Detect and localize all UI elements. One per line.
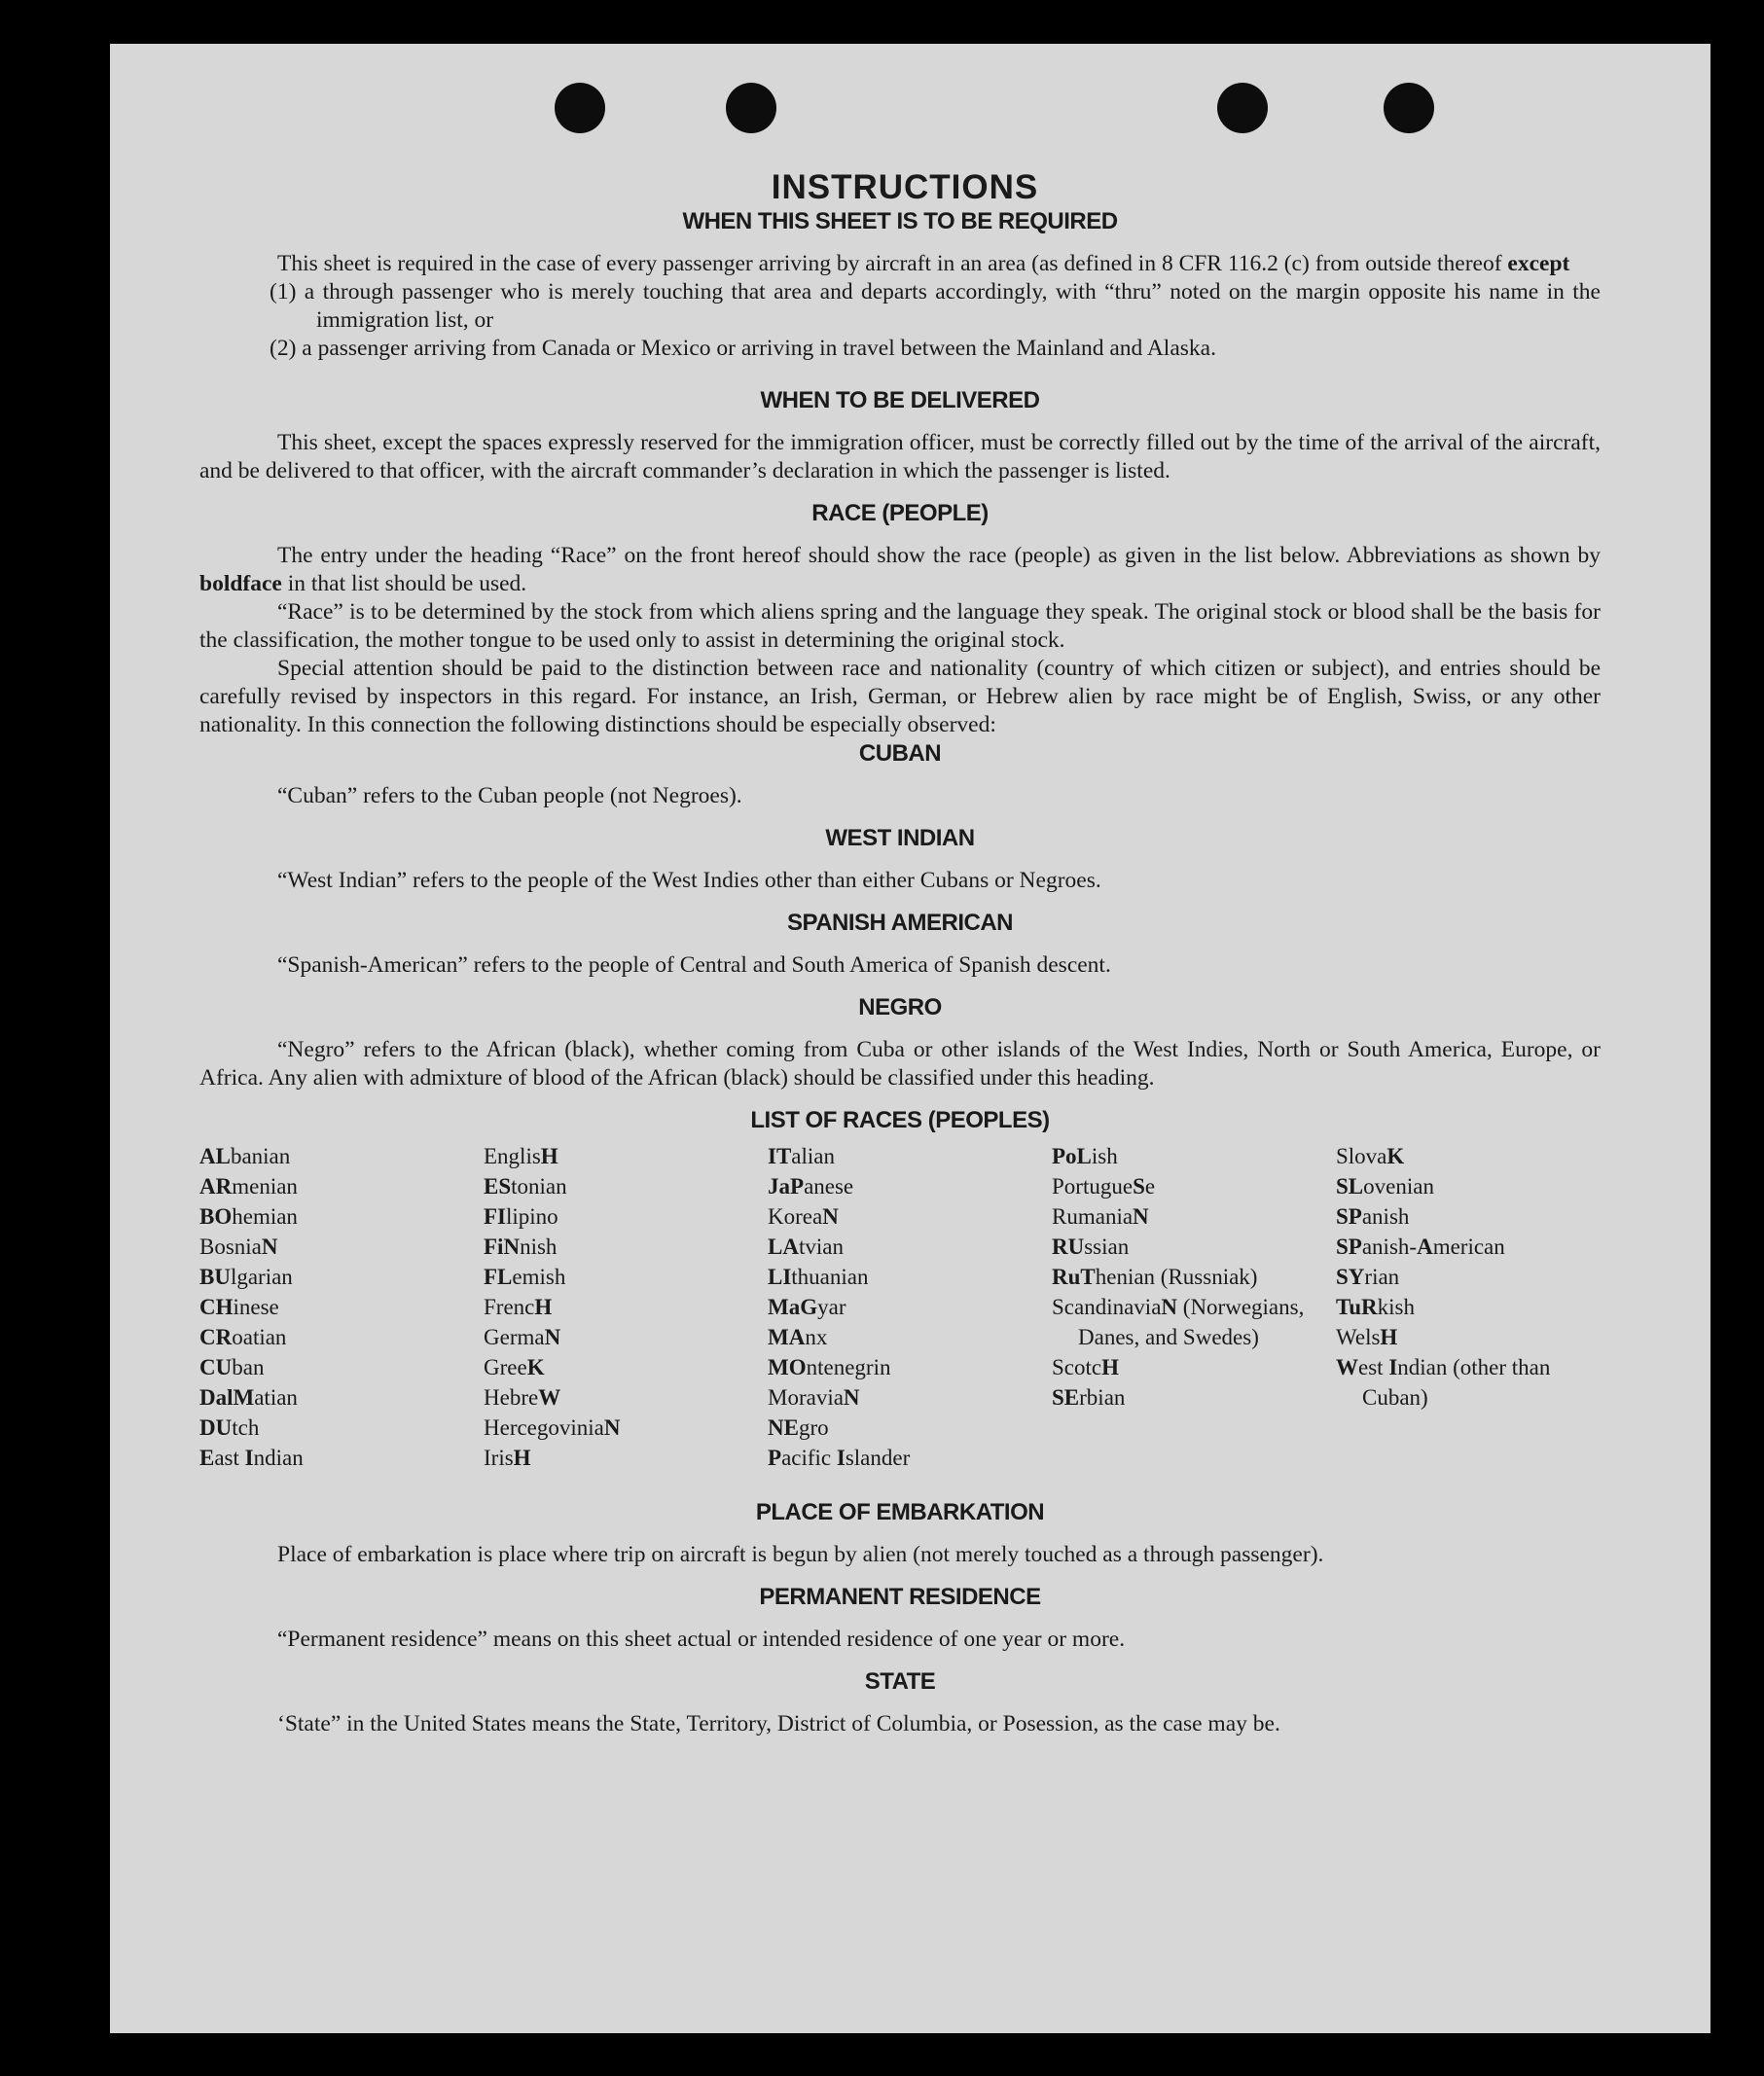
race-entry: WelsH	[1336, 1325, 1398, 1349]
race-entry: ALbanian	[199, 1144, 291, 1168]
heading-cuban: CUBAN	[858, 740, 942, 767]
race-entry: BosniaN	[199, 1235, 278, 1259]
race-entry: KoreaN	[768, 1204, 839, 1229]
race-entry: PortugueSe	[1052, 1174, 1156, 1199]
punch-hole-2	[726, 83, 776, 133]
race-entry: NEgro	[768, 1415, 829, 1440]
race-entry: BUlgarian	[199, 1265, 293, 1289]
race-column-2	[484, 1141, 768, 1473]
heading-when-delivered: WHEN TO BE DELIVERED	[760, 387, 1040, 413]
race-column-1	[199, 1141, 484, 1473]
race-paragraph-1: The entry under the heading “Race” on the front hereof should show the race (people) as given in the list below. Abbreviations as shown by boldface in that list should be used.	[199, 543, 1601, 596]
west-indian-text: “West Indian” refers to the people of the West Indies other than either Cubans or Negroes.	[277, 868, 1101, 893]
race-entry: GermaN	[484, 1325, 561, 1349]
race-entry: HebreW	[484, 1385, 561, 1410]
page-title: INSTRUCTIONS	[771, 168, 1039, 206]
race-entry: LIthuanian	[768, 1265, 869, 1289]
heading-state: STATE	[864, 1668, 936, 1695]
race-entry: FiNnish	[484, 1235, 558, 1259]
heading-race: RACE (PEOPLE)	[811, 500, 989, 526]
race-entry: RumaniaN	[1052, 1204, 1149, 1229]
race-entry: ScandinaviaN (Norwegians, Danes, and Swedes)	[1052, 1295, 1305, 1349]
race-entry: SYrian	[1336, 1265, 1400, 1289]
race-entry: DUtch	[199, 1415, 260, 1440]
delivered-text: This sheet, except the spaces expressly reserved for the immigration officer, must be correctly filled out by the time of the arrival of the aircraft, and be delivered to that officer, with the aircraft commander’s declaration in which the passenger is listed.	[199, 430, 1601, 483]
race-entry: Pacific Islander	[768, 1446, 911, 1470]
race-entry: SlovaK	[1336, 1144, 1405, 1168]
state-text: ‘State” in the United States means the State, Territory, District of Columbia, or Posession, as the case may be.	[277, 1711, 1280, 1736]
race-entry: SLovenian	[1336, 1174, 1434, 1199]
race-entry: SPanish	[1336, 1204, 1410, 1229]
heading-spanish-american: SPANISH AMERICAN	[786, 910, 1013, 936]
race-column-5	[1336, 1141, 1589, 1473]
race-entry: BOhemian	[199, 1204, 298, 1229]
race-paragraph-3: Special attention should be paid to the distinction between race and nationality (country of which citizen or subject), and entries should be carefully revised by inspectors in this regard. For instance, an Irish, German, or Hebrew alien by race might be of English, Swiss, or any other nationality. In this connection the following distinctions should be especially observed:	[199, 656, 1601, 737]
document-page	[110, 44, 1710, 2033]
cuban-text: “Cuban” refers to the Cuban people (not Negroes).	[277, 783, 742, 808]
heading-west-indian: WEST INDIAN	[825, 825, 975, 851]
race-column-3	[768, 1141, 1052, 1473]
race-entry: FLemish	[484, 1265, 566, 1289]
race-entry: RUssian	[1052, 1235, 1130, 1259]
race-entry: West Indian (other than Cuban)	[1336, 1355, 1551, 1410]
punch-hole-1	[555, 83, 605, 133]
spanish-american-text: “Spanish-American” refers to the people of Central and South America of Spanish descent.	[277, 952, 1111, 978]
race-list	[199, 1141, 1601, 1473]
race-entry: HercegoviniaN	[484, 1415, 621, 1440]
punch-hole-3	[1217, 83, 1268, 133]
heading-negro: NEGRO	[858, 994, 942, 1020]
race-entry: MOntenegrin	[768, 1355, 891, 1379]
race-entry: SErbian	[1052, 1385, 1126, 1410]
race-entry: FrencH	[484, 1295, 553, 1319]
race-entry: EStonian	[484, 1174, 567, 1199]
embarkation-text: Place of embarkation is place where trip on aircraft is begun by alien (not merely touched as a through passenger).	[277, 1542, 1324, 1567]
heading-list-of-races: LIST OF RACES (PEOPLES)	[750, 1107, 1050, 1133]
race-entry: IrisH	[484, 1446, 531, 1470]
exception-item-1: (1) a through passenger who is merely touching that area and departs accordingly, with “thru” noted on the margin opposite his name in the immigration list, or	[270, 279, 1601, 333]
race-entry: ARmenian	[199, 1174, 298, 1199]
race-entry: ScotcH	[1052, 1355, 1119, 1379]
race-entry: East Indian	[199, 1446, 304, 1470]
race-entry: ITalian	[768, 1144, 835, 1168]
required-intro: This sheet is required in the case of every passenger arriving by aircraft in an area (as defined in 8 CFR 116.2 (c) from outside thereof except	[277, 251, 1570, 276]
race-entry: MaGyar	[768, 1295, 846, 1319]
race-entry: MAnx	[768, 1325, 828, 1349]
heading-when-required: WHEN THIS SHEET IS TO BE REQUIRED	[682, 208, 1118, 234]
race-entry: JaPanese	[768, 1174, 854, 1199]
punch-hole-4	[1384, 83, 1434, 133]
negro-text: “Negro” refers to the African (black), whether coming from Cuba or other islands of the West Indies, North or South America, Europe, or Africa. Any alien with admixture of blood of the African (black) should be classified under this heading.	[199, 1037, 1601, 1091]
exception-item-2: (2) a passenger arriving from Canada or Mexico or arriving in travel between the Mainland and Alaska.	[270, 336, 1216, 361]
race-entry: TuRkish	[1336, 1295, 1415, 1319]
race-entry: PoLish	[1052, 1144, 1118, 1168]
race-entry: CRoatian	[199, 1325, 287, 1349]
residence-text: “Permanent residence” means on this sheet actual or intended residence of one year or more.	[277, 1627, 1126, 1652]
race-entry: CHinese	[199, 1295, 279, 1319]
race-paragraph-2: “Race” is to be determined by the stock from which aliens spring and the language they speak. The original stock or blood shall be the basis for the classification, the mother tongue to be used only to assist in determining the original stock.	[199, 599, 1601, 653]
race-entry: GreeK	[484, 1355, 545, 1379]
race-entry: EnglisH	[484, 1144, 558, 1168]
race-entry: RuThenian (Russniak)	[1052, 1265, 1258, 1289]
race-entry: MoraviaN	[768, 1385, 860, 1410]
instructions-body	[199, 168, 1601, 1738]
race-entry: DalMatian	[199, 1385, 298, 1410]
heading-place-of-embarkation: PLACE OF EMBARKATION	[755, 1499, 1045, 1525]
heading-permanent-residence: PERMANENT RESIDENCE	[759, 1584, 1041, 1610]
race-entry: SPanish-American	[1336, 1235, 1505, 1259]
race-entry: FIlipino	[484, 1204, 558, 1229]
race-entry: LAtvian	[768, 1235, 844, 1259]
race-column-4	[1052, 1141, 1336, 1473]
race-entry: CUban	[199, 1355, 265, 1379]
